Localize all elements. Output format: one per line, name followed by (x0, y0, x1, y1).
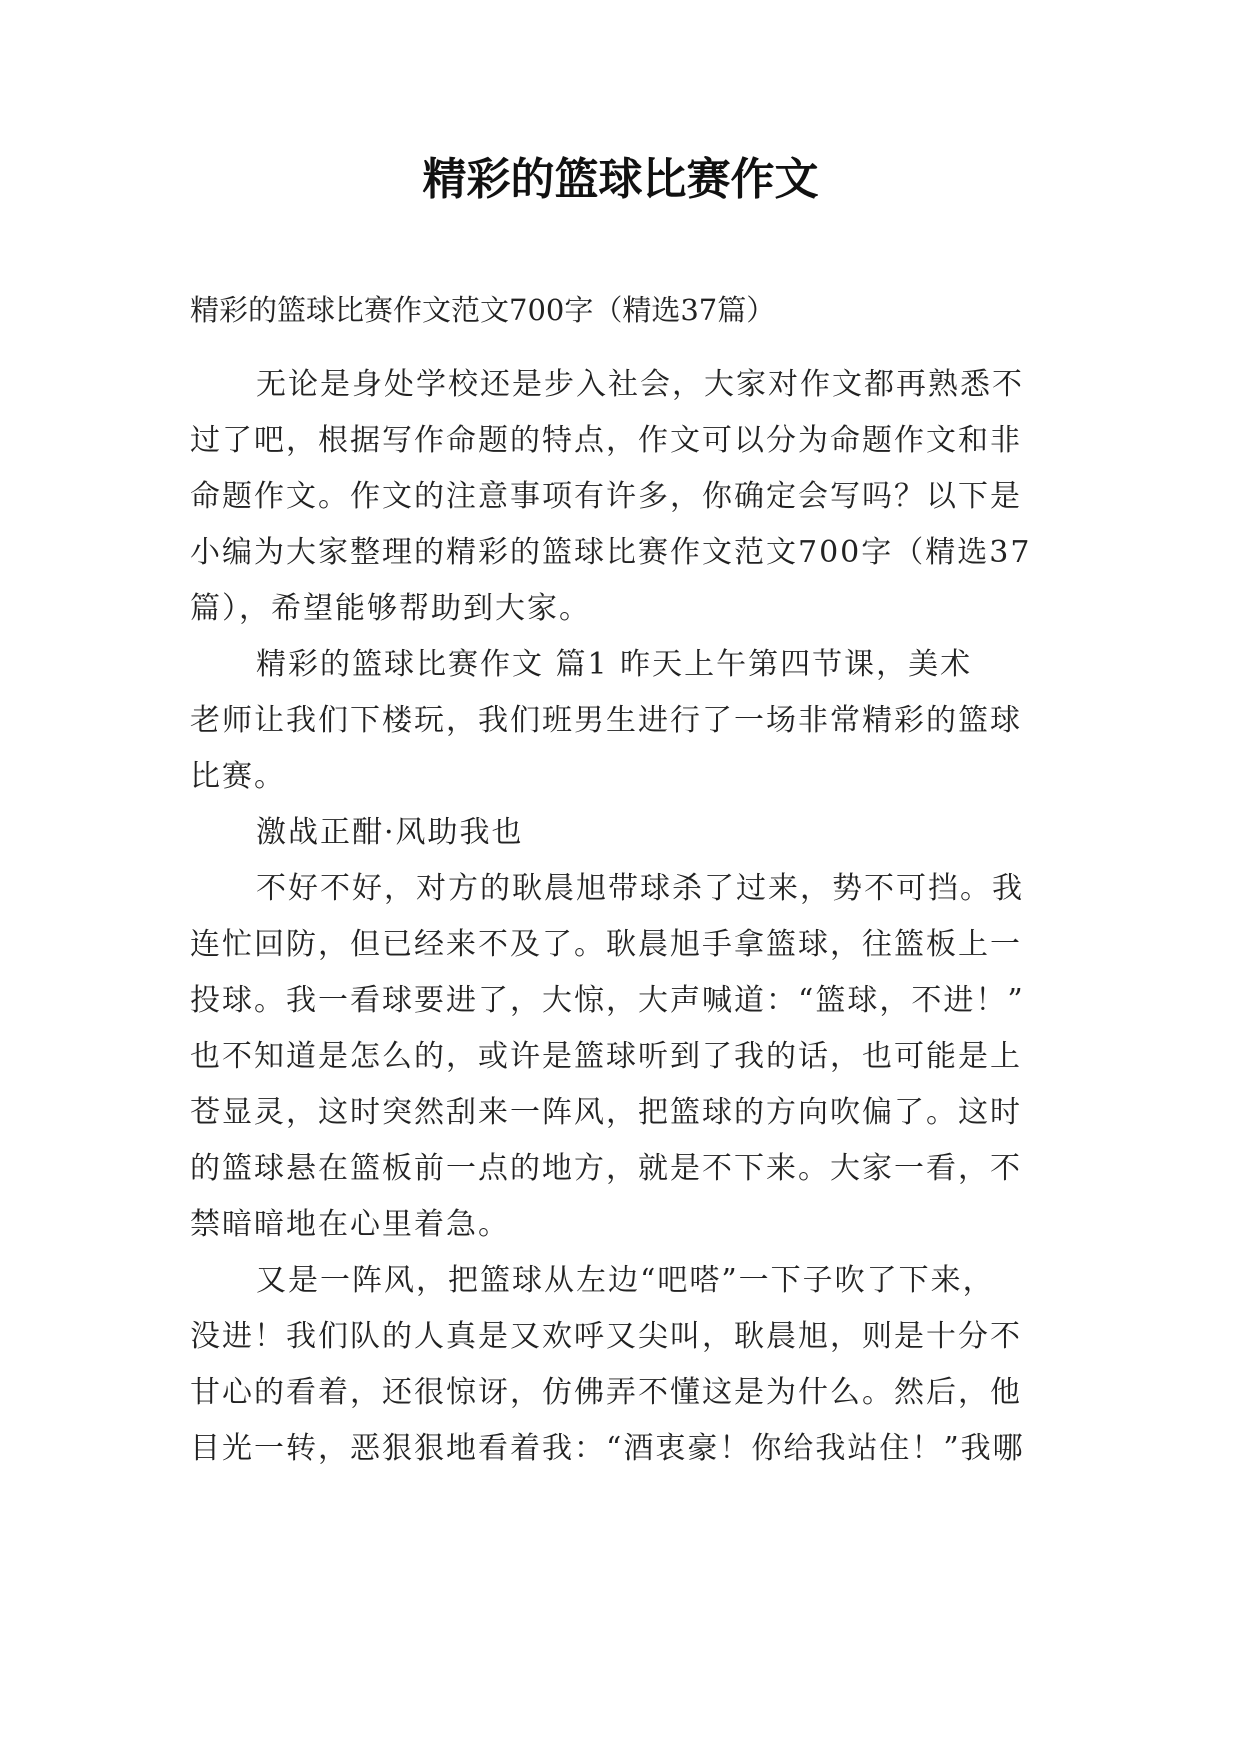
paragraph-line: 又是一阵风，把篮球从左边“吧嗒”一下子吹了下来， (256, 1263, 995, 1298)
paragraph-line: 投球。我一看球要进了，大惊，大声喊道：“篮球，不进！” (190, 983, 1025, 1018)
paragraph-line: 精彩的篮球比赛作文 篇1 昨天上午第四节课，美术 (256, 647, 973, 682)
paragraph-line: 甘心的看着，还很惊讶，仿佛弄不懂这是为什么。然后，他 (190, 1375, 1022, 1410)
paragraph-line: 篇），希望能够帮助到大家。 (190, 591, 591, 626)
document-title: 精彩的篮球比赛作文 (422, 154, 819, 205)
paragraph-line: 比赛。 (190, 759, 286, 794)
paragraph-line: 没进！我们队的人真是又欢呼又尖叫，耿晨旭，则是十分不 (190, 1319, 1022, 1354)
document-subtitle: 精彩的篮球比赛作文范文700字（精选37篇） (190, 293, 776, 327)
paragraph-line: 目光一转，恶狠狠地看着我：“酒衷豪！你给我站住！”我哪 (190, 1431, 1025, 1466)
paragraph-line: 的篮球悬在篮板前一点的地方，就是不下来。大家一看，不 (190, 1151, 1022, 1186)
paragraph-line: 老师让我们下楼玩，我们班男生进行了一场非常精彩的篮球 (190, 703, 1022, 738)
paragraph-line: 无论是身处学校还是步入社会，大家对作文都再熟悉不 (256, 367, 1024, 402)
paragraph-line: 苍显灵，这时突然刮来一阵风，把篮球的方向吹偏了。这时 (190, 1095, 1022, 1130)
section-heading: 激战正酣·风助我也 (256, 815, 524, 850)
paragraph-line: 禁暗暗地在心里着急。 (190, 1207, 510, 1242)
paragraph-line: 命题作文。作文的注意事项有许多，你确定会写吗？以下是 (190, 479, 1022, 514)
paragraph-line: 过了吧，根据写作命题的特点，作文可以分为命题作文和非 (190, 423, 1022, 458)
paragraph-line: 也不知道是怎么的，或许是篮球听到了我的话，也可能是上 (190, 1039, 1022, 1074)
paragraph-line: 连忙回防，但已经来不及了。耿晨旭手拿篮球，往篮板上一 (190, 927, 1022, 962)
paragraph-line: 不好不好，对方的耿晨旭带球杀了过来，势不可挡。我 (256, 871, 1024, 906)
paragraph-line: 小编为大家整理的精彩的篮球比赛作文范文700字（精选37 (190, 535, 1032, 570)
